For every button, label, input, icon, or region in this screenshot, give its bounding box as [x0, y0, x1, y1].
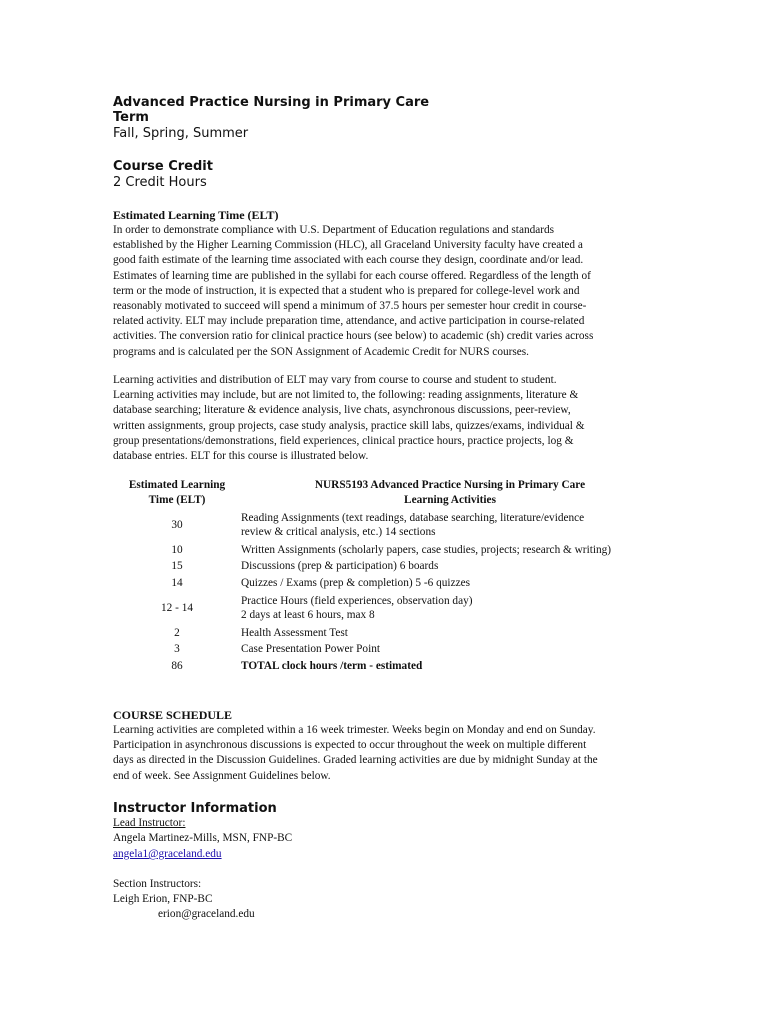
paragraph-line: reasonably motivated to succeed will spend a minimum of 37.5 hours per semester hour credit in course-	[113, 300, 587, 313]
elt-hours-total: 86	[171, 659, 183, 672]
term-label: Term	[113, 110, 149, 125]
header-line: NURS5193 Advanced Practice Nursing in Primary Care	[314, 479, 586, 491]
activity	[241, 541, 659, 558]
elt-paragraph-2	[113, 373, 653, 464]
activity	[241, 508, 659, 541]
course-title: Advanced Practice Nursing in Primary Care	[113, 95, 430, 110]
table-row	[113, 574, 659, 591]
activity-total	[241, 657, 659, 674]
elt-hours: 3	[174, 643, 180, 655]
course-credit-value: 2 Credit Hours	[113, 175, 207, 190]
elt-hours: 10	[171, 543, 183, 556]
activity-line: review & critical analysis, etc.) 14 sections	[241, 525, 436, 538]
activity-line: 2 days at least 6 hours, max 8	[241, 608, 375, 621]
section-instructor-name: Leigh Erion, FNP-BC	[113, 893, 213, 905]
paragraph-line: written assignments, group projects, case study analysis, practice skill labs, quizzes/exams, individual &	[113, 419, 585, 432]
elt-heading: Estimated Learning Time (ELT)	[113, 208, 279, 222]
paragraph-line: Estimates of learning time are published in the syllabi for each course offered. Regardless of the length of	[113, 269, 591, 282]
paragraph-line: good faith estimate of the learning time associated with each course they design, coordinate and/or lead.	[113, 254, 584, 267]
lead-instructor-name: Angela Martinez-Mills, MSN, FNP-BC	[113, 832, 293, 844]
table-row-total	[113, 657, 659, 674]
elt-hours: 30	[171, 518, 183, 531]
elt-hours: 15	[171, 560, 183, 572]
table-row	[113, 641, 659, 657]
elt-hours: 14	[171, 576, 183, 589]
paragraph-line: database entries. ELT for this course is illustrated below.	[113, 450, 369, 463]
activity-line: Practice Hours (field experiences, observation day)	[241, 594, 473, 607]
paragraph-line: term or the mode of instruction, it is expected that a student who is prepared for college-level work and	[113, 284, 580, 297]
table-row	[113, 591, 659, 624]
paragraph-line: days as directed in the Discussion Guidelines. Graded learning activities are due by midnight Sunday at the	[113, 754, 598, 767]
paragraph-line: Learning activities are completed within a 16 week trimester. Weeks begin on Monday and end on Sunday.	[113, 724, 596, 736]
elt-table	[113, 478, 659, 674]
activity	[241, 641, 659, 657]
activity-line: Case Presentation Power Point	[241, 643, 380, 655]
activities-column-header	[241, 478, 659, 508]
activity-line: Health Assessment Test	[241, 626, 348, 639]
paragraph-line: Participation in asynchronous discussions is expected to occur throughout the week on multiple different	[113, 739, 587, 752]
activity-line: TOTAL clock hours /term - estimated	[241, 659, 423, 672]
elt-hours: 12 - 14	[160, 601, 193, 614]
paragraph-line: Learning activities and distribution of ELT may vary from course to course and student to student.	[113, 374, 557, 386]
instructor-heading: Instructor Information	[113, 801, 277, 816]
paragraph-line: end of week. See Assignment Guidelines below.	[113, 769, 331, 782]
activity-line: Quizzes / Exams (prep & completion) 5 -6 quizzes	[241, 576, 471, 589]
paragraph-line: related activity. ELT may include preparation time, attendance, and active participation in course-related	[113, 315, 585, 328]
table-row	[113, 508, 659, 541]
header-line: Learning Activities	[404, 494, 496, 506]
elt-hours: 2	[174, 626, 180, 639]
table-row	[113, 558, 659, 574]
paragraph-line: programs and is calculated per the SON Assignment of Academic Credit for NURS courses.	[113, 345, 530, 358]
activity	[241, 574, 659, 591]
paragraph-line: In order to demonstrate compliance with U.S. Department of Education regulations and standards	[113, 224, 555, 236]
activity	[241, 591, 659, 624]
elt-paragraph-1	[113, 223, 653, 360]
activity	[241, 624, 659, 641]
paragraph-line: Learning activities may include, but are not limited to, the following: reading assignments, literature &	[113, 389, 579, 402]
activity-line: Written Assignments (scholarly papers, case studies, projects; research & writing)	[241, 543, 612, 556]
section-instructors-label: Section Instructors:	[113, 878, 202, 890]
elt-column-header	[113, 478, 241, 508]
course-schedule-heading: COURSE SCHEDULE	[113, 708, 233, 722]
paragraph-line: activities. The conversion ratio for clinical practice hours (see below) to academic (sh) credit varies across	[113, 330, 594, 343]
paragraph-line: established by the Higher Learning Commission (HLC), all Graceland University faculty have created a	[113, 239, 583, 252]
table-row	[113, 541, 659, 558]
header-line: Estimated Learning	[128, 479, 226, 491]
term-value: Fall, Spring, Summer	[113, 126, 249, 141]
paragraph-line: database searching; literature & evidence analysis, live chats, asynchronous discussions, peer-review,	[113, 404, 571, 417]
lead-instructor-label: Lead Instructor:	[113, 817, 186, 829]
table-header-row	[113, 478, 659, 508]
course-schedule-text	[113, 723, 653, 784]
activity-line: Reading Assignments (text readings, database searching, literature/evidence	[241, 511, 585, 524]
paragraph-line: group presentations/demonstrations, field experiences, clinical practice hours, practice projects, log &	[113, 434, 574, 447]
header-line: Time (ELT)	[148, 494, 206, 506]
section-instructor-email: erion@graceland.edu	[158, 908, 255, 920]
lead-instructor-email-link[interactable]: angela1@graceland.edu	[113, 848, 222, 860]
activity-line: Discussions (prep & participation) 6 boards	[241, 560, 439, 572]
activity	[241, 558, 659, 574]
course-credit-label: Course Credit	[113, 159, 213, 174]
table-row	[113, 624, 659, 641]
